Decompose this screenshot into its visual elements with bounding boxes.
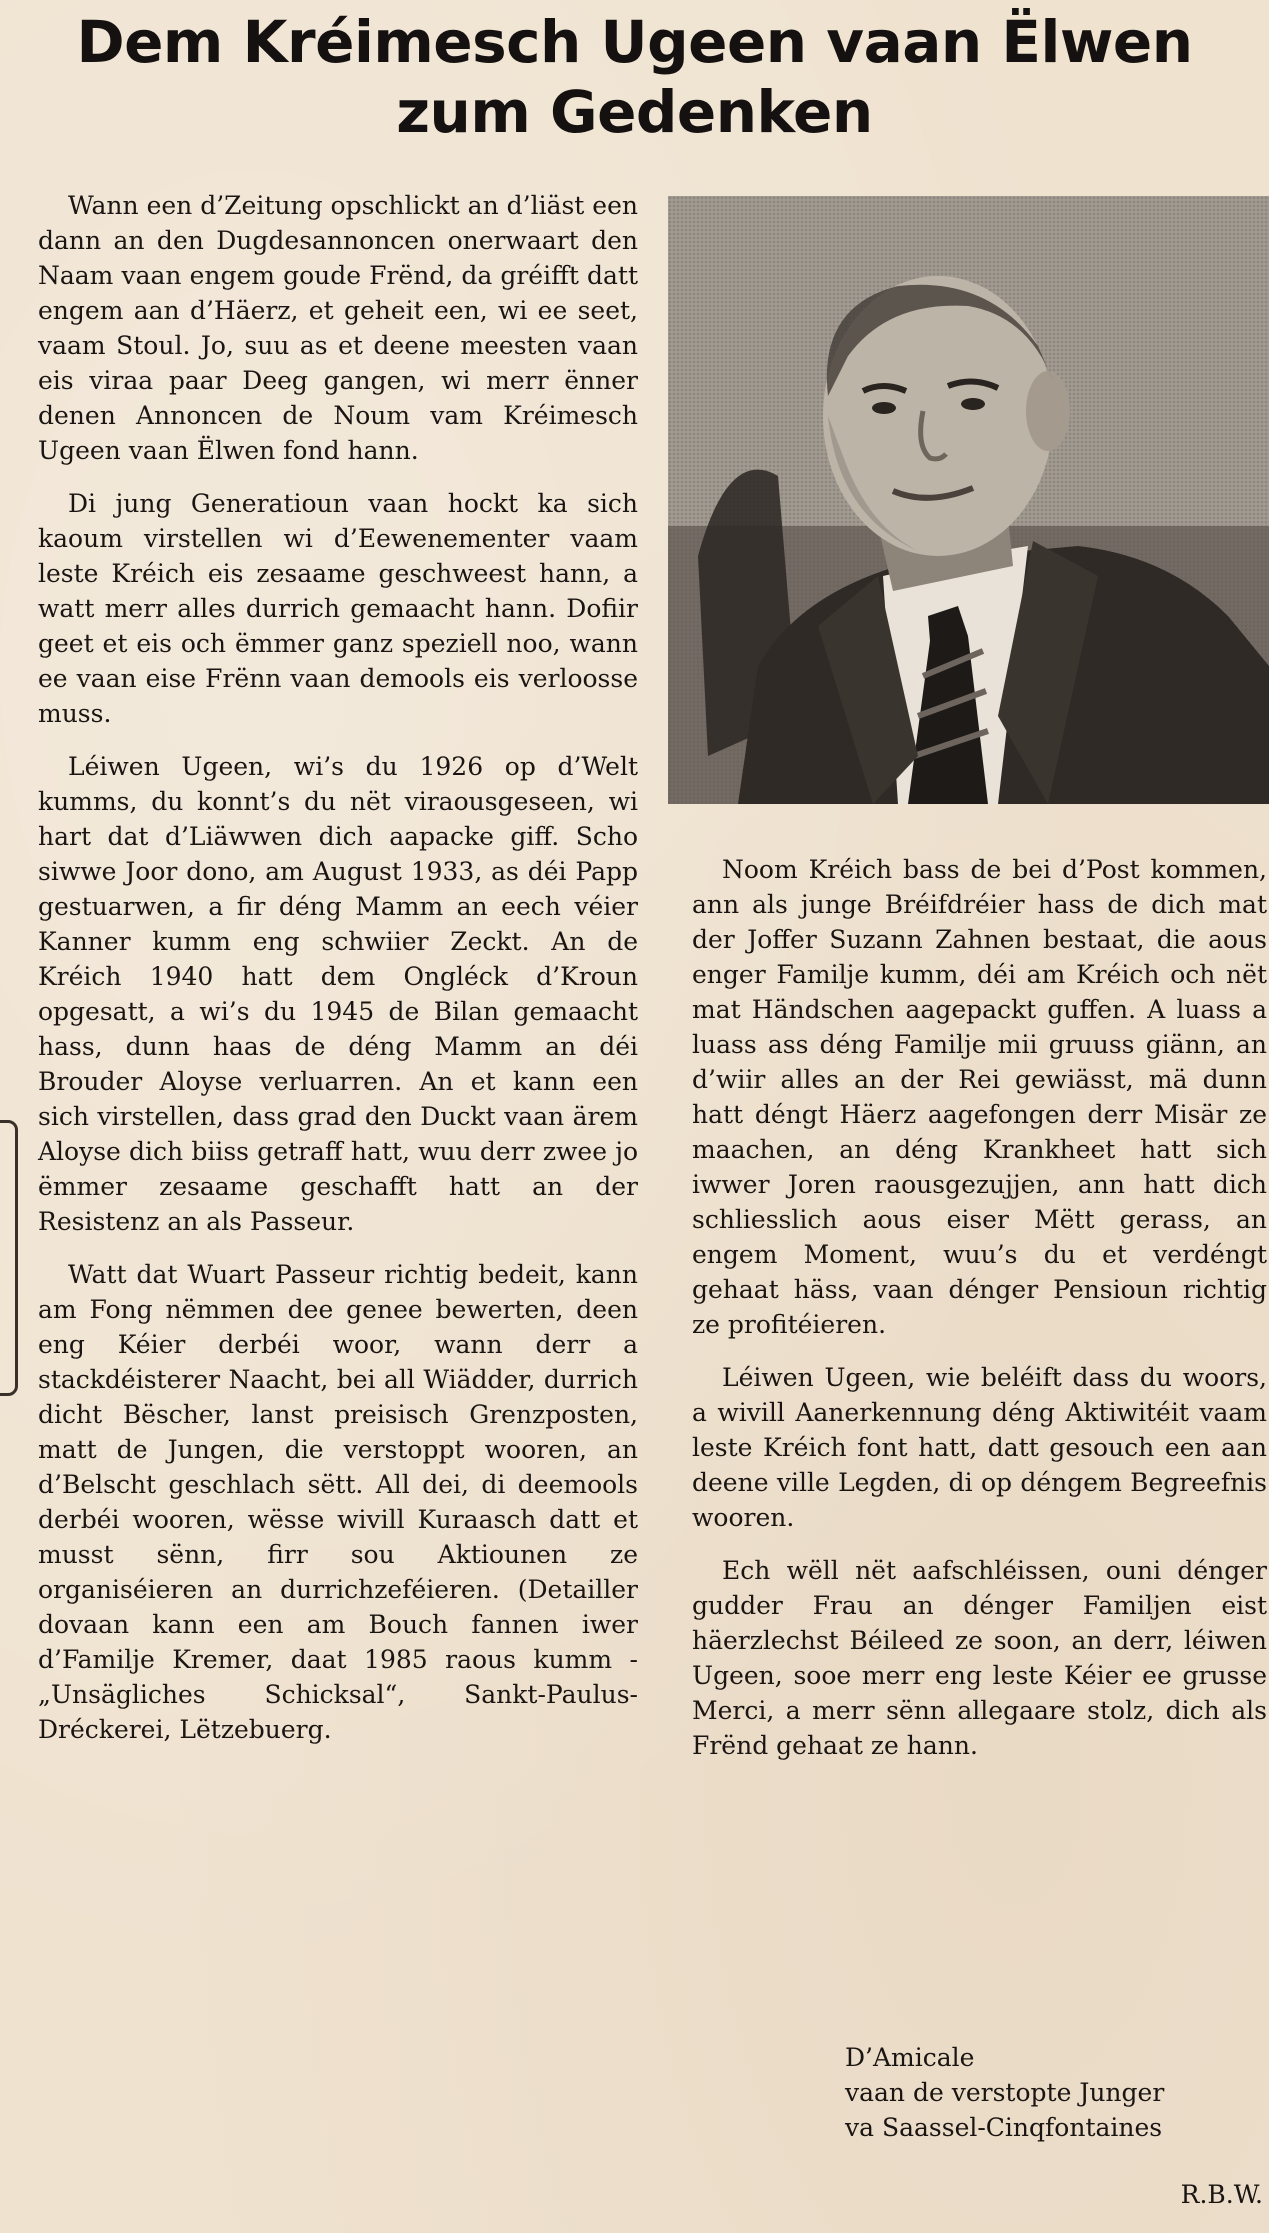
border-ornament (0, 1120, 18, 1396)
signature-block (845, 2040, 1164, 2145)
headline (10, 8, 1259, 147)
headline-line-2: zum Gedenken (396, 77, 873, 146)
right-column (692, 852, 1267, 1781)
portrait-photo (668, 196, 1269, 804)
portrait-illustration (668, 196, 1269, 804)
signature-line-2: vaan de verstopte Junger (845, 2078, 1165, 2107)
headline-line-1: Dem Kréimesch Ugeen vaan Ëlwen (76, 8, 1193, 76)
signature-line-3: va Saassel-Cinqfontaines (845, 2113, 1163, 2142)
author-initials: R.B.W. (1180, 2180, 1263, 2209)
paragraph: Wann een d’Zeitung opschlickt an d’liäst een dann an den Dugdesannoncen onerwaart den Naam vaan engem goude Frënd, da gréifft datt engem aan d’Häerz, et geheit een, wi ee seet, vaam Stoul. Jo, suu as et deene meesten vaan eis viraa paar Deeg gangen, wi merr ënner denen Annoncen de Noum vam Kréimesch Ugeen vaan Ëlwen fond hann. (38, 191, 638, 465)
paragraph: Watt dat Wuart Passeur richtig bedeit, kann am Fong nëmmen dee genee bewerten, deen eng Kéier derbéi woor, wann derr a stackdéisterer Naacht, bei all Wiädder, durrich dicht Bëscher, lanst preisisch Grenzposten, matt de Jungen, die verstoppt wooren, an d’Belscht geschlach sëtt. All dei, di deemools derbéi wooren, wësse wivill Kuraasch datt et musst sënn, firr sou Aktiounen ze organiséieren an durrichzeféieren. (Detailler dovaan kann een am Bouch fannen iwer d’Familje Kremer, daat 1985 raous kumm - „Unsägliches Schicksal“, Sankt-Paulus-Dréckerei, Lëtzebuerg. (38, 1260, 638, 1744)
paragraph: Léiwen Ugeen, wie beléift dass du woors, a wivill Aanerkennung déng Aktiwitéit vaam leste Kréich font hatt, datt gesouch een aan deene ville Legden, di op déngem Begreefnis wooren. (692, 1363, 1267, 1532)
left-column (38, 188, 638, 1765)
paragraph: Léiwen Ugeen, wi’s du 1926 op d’Welt kumms, du konnt’s du nët viraousgeseen, wi hart dat d’Liäwwen dich aapacke giff. Scho siwwe Joor dono, am August 1933, as déi Papp gestuarwen, a fir déng Mamm an eech véier Kanner kumm eng schwiier Zeckt. An de Kréich 1940 hatt dem Ongléck d’Kroun opgesatt, a wi’s du 1945 de Bilan gemaacht hass, dunn haas de déng Mamm an déi Brouder Aloyse verluarren. An et kann een sich virstellen, dass grad den Duckt vaan ärem Aloyse dich biiss getraff hatt, wuu derr zwee jo ëmmer zesaame geschafft hatt an der Resistenz an als Passeur. (38, 752, 638, 1236)
paragraph: Di jung Generatioun vaan hockt ka sich kaoum virstellen wi d’Eewenementer vaam leste Kréich eis zesaame geschweest hann, a watt merr alles durrich gemaacht hann. Dofiir geet et eis och ëmmer ganz speziell noo, wann ee vaan eise Frënn vaan demools eis verloosse muss. (38, 489, 638, 728)
paragraph: Noom Kréich bass de bei d’Post kommen, ann als junge Bréifdréier hass de dich mat der Joffer Suzann Zahnen bestaat, die aous enger Familje kumm, déi am Kréich och nët mat Händschen aagepackt guffen. A luass a luass ass déng Familje mii gruuss giänn, an d’wiir alles an der Rei gewiässt, mä dunn hatt déngt Häerz aagefongen derr Misär ze maachen, an déng Krankheet hatt sich iwwer Joren raousgezujjen, ann hatt dich schliesslich aous eiser Mëtt gerass, an engem Moment, wuu’s du et verdéngt gehaat häss, vaan dénger Pensioun richtig ze profitéieren. (692, 855, 1267, 1339)
paragraph: Ech wëll nët aafschléissen, ouni dénger gudder Frau an dénger Familjen eist häerzlechst Béileed ze soon, an derr, léiwen Ugeen, sooe merr eng leste Kéier ee grusse Merci, a merr sënn allegaare stolz, dich als Frënd gehaat ze hann. (692, 1556, 1267, 1760)
signature-line-1: D’Amicale (845, 2043, 975, 2072)
